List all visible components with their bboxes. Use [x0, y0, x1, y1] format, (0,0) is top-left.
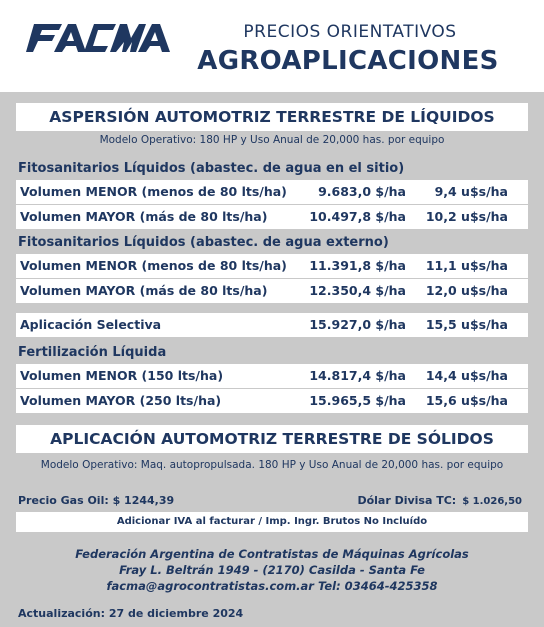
solids-banner: APLICACIÓN AUTOMOTRIZ TERRESTRE DE SÓLIDOS: [16, 425, 528, 453]
header: [0, 0, 544, 92]
federation-address: Fray L. Beltrán 1949 - (2170) Casilda - Santa Fe: [119, 563, 425, 577]
row-label: Volumen MAYOR (más de 80 lts/ha): [20, 209, 268, 224]
row-price-ars: 10.497,8 $/ha: [309, 209, 406, 224]
price-row: [16, 254, 528, 278]
row-price-ars: 15.927,0 $/ha: [309, 317, 406, 332]
row-price-ars: 12.350,4 $/ha: [309, 283, 406, 298]
federation-name: Federación Argentina de Contratistas de Máquinas Agrícolas: [75, 547, 469, 561]
row-label: Volumen MAYOR (más de 80 lts/ha): [20, 283, 268, 298]
header-title: AGROAPLICACIONES: [197, 46, 499, 76]
row-price-ars: 11.391,8 $/ha: [309, 258, 406, 273]
row-price-ars: 9.683,0 $/ha: [318, 184, 406, 199]
update-date: Actualización: 27 de diciembre 2024: [18, 607, 244, 620]
price-row: [16, 279, 528, 303]
row-label: Volumen MAYOR (250 lts/ha): [20, 393, 222, 408]
price-row: [16, 205, 528, 229]
facma-logo: [26, 24, 172, 52]
liquids-banner: ASPERSIÓN AUTOMOTRIZ TERRESTRE DE LÍQUIDOS: [16, 103, 528, 131]
price-row-selective: [16, 313, 528, 337]
header-subtitle: PRECIOS ORIENTATIVOS: [243, 22, 457, 42]
section-title-3: Fertilización Líquida: [18, 345, 167, 360]
dolar-value: $ 1.026,50: [462, 496, 522, 507]
row-price-usd: 10,2 u$s/ha: [425, 209, 508, 224]
row-price-usd: 12,0 u$s/ha: [425, 283, 508, 298]
row-price-usd: 11,1 u$s/ha: [425, 258, 508, 273]
row-label: Aplicación Selectiva: [20, 317, 162, 332]
section-title-2: Fitosanitarios Líquidos (abastec. de agua externo): [18, 235, 389, 250]
row-price-usd: 9,4 u$s/ha: [434, 184, 508, 199]
section-title-1: Fitosanitarios Líquidos (abastec. de agua en el sitio): [18, 161, 405, 176]
row-price-ars: 15.965,5 $/ha: [309, 393, 406, 408]
dolar-rate: [357, 494, 522, 507]
row-price-usd: 15,5 u$s/ha: [425, 317, 508, 332]
row-label: Volumen MENOR (menos de 80 lts/ha): [20, 184, 287, 199]
price-row: [16, 180, 528, 204]
row-price-usd: 14,4 u$s/ha: [425, 368, 508, 383]
price-row: [16, 364, 528, 388]
row-label: Volumen MENOR (150 lts/ha): [20, 368, 224, 383]
liquids-model-text: Modelo Operativo: 180 HP y Uso Anual de 20,000 has. por equipo: [99, 134, 445, 146]
row-label: Volumen MENOR (menos de 80 lts/ha): [20, 258, 287, 273]
dolar-label: Dólar Divisa TC:: [357, 494, 457, 507]
gasoil-price: Precio Gas Oil: $ 1244,39: [18, 494, 175, 507]
federation-contact: facma@agrocontratistas.com.ar Tel: 03464-425358: [106, 579, 438, 593]
iva-note: Adicionar IVA al facturar / Imp. Ingr. Brutos No Incluído: [16, 512, 528, 532]
price-row: [16, 389, 528, 413]
solids-model-text: Modelo Operativo: Maq. autopropulsada. 180 HP y Uso Anual de 20,000 has. por equipo: [40, 459, 504, 471]
row-price-usd: 15,6 u$s/ha: [425, 393, 508, 408]
row-price-ars: 14.817,4 $/ha: [309, 368, 406, 383]
